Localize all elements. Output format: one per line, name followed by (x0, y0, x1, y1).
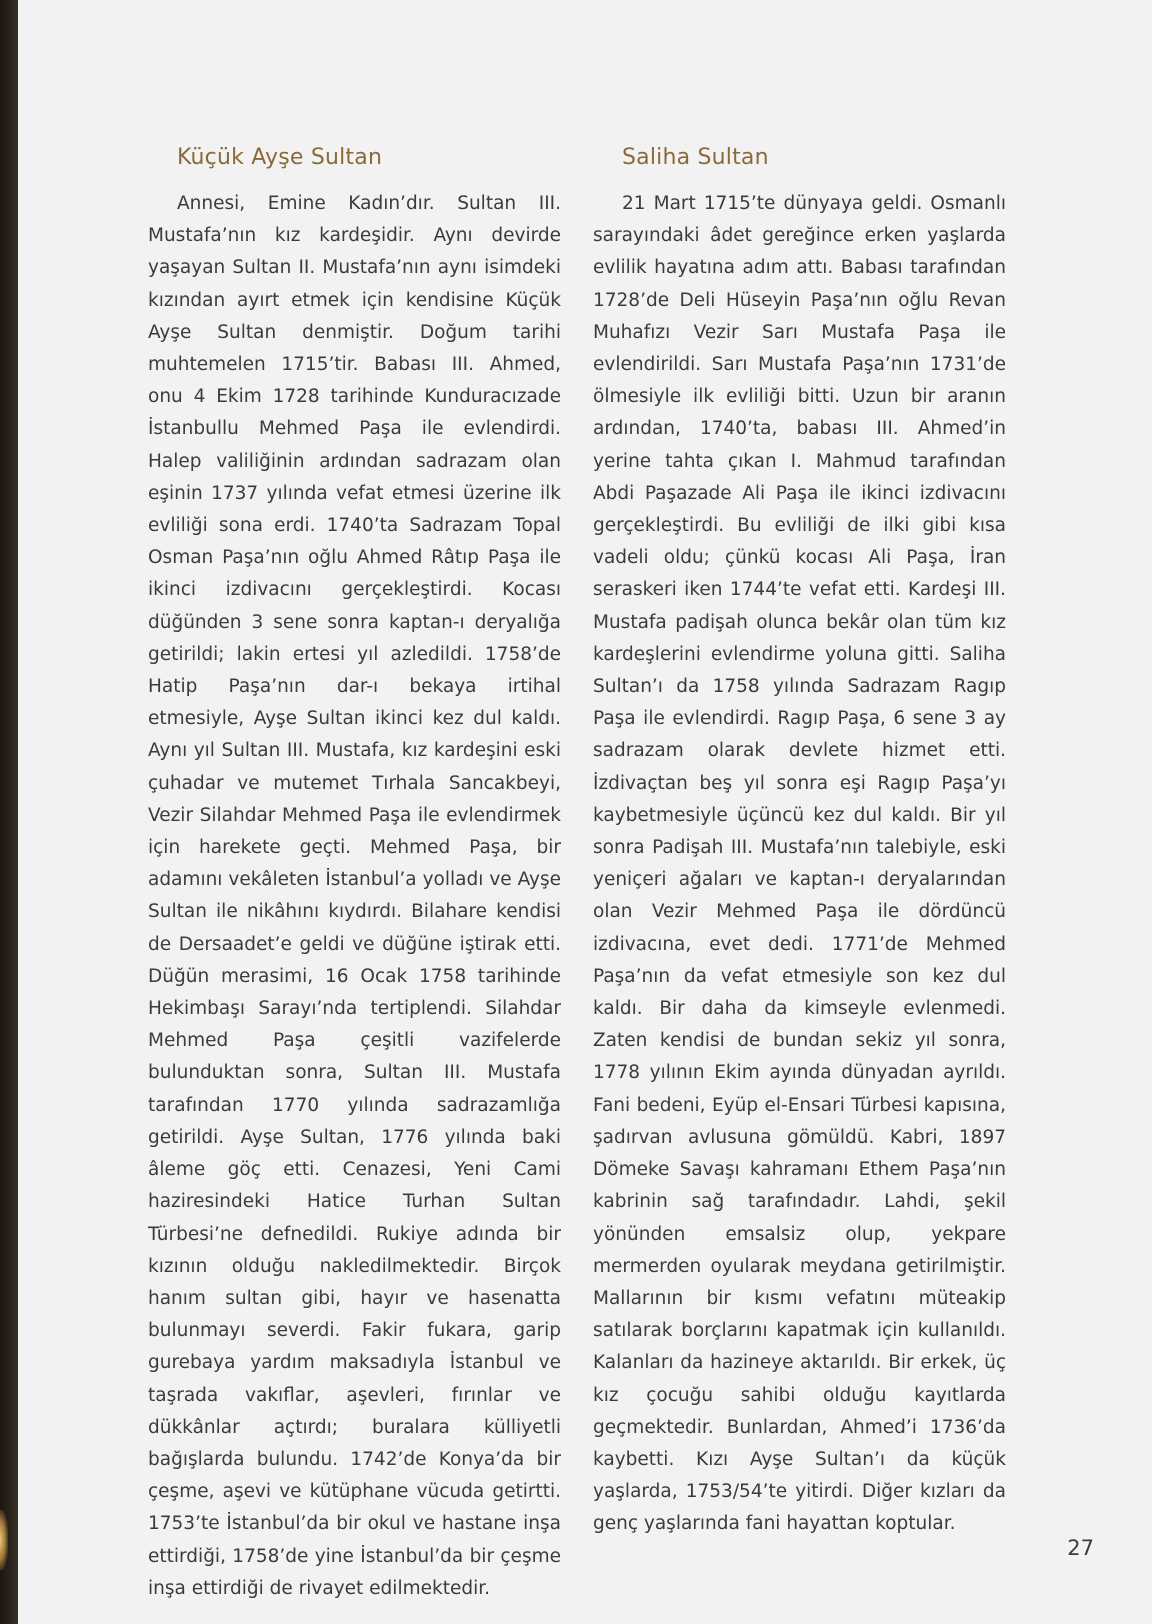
book-page (18, 0, 1152, 1624)
spine-highlight (0, 1510, 8, 1570)
left-column-text: Annesi, Emine Kadın’dır. Sultan III. Mustafa’nın kız kardeşidir. Aynı devirde yaşayan Sultan II. Mustafa’nın aynı isimdeki kızından ayırt etmek için kendisine Küçük Ayşe Sultan denmiştir. Doğum tarihi muhtemelen 1715’tir. Babası III. Ahmed, onu 4 Ekim 1728 tarihinde Kunduracızade İstanbullu Mehmed Paşa ile evlendirdi. Halep valiliğinin ardından sadrazam olan eşinin 1737 yılında vefat etmesi üzerine ilk evliliği sona erdi. 1740’ta Sadrazam Topal Osman Paşa’nın oğlu Ahmed Râtıp Paşa ile ikinci izdivacını gerçekleştirdi. Kocası düğünden 3 sene sonra kaptan-ı deryalığa getirildi; lakin ertesi yıl azledildi. 1758’de Hatip Paşa’nın dar-ı bekaya irtihal etmesiyle, Ayşe Sultan ikinci kez dul kaldı. Aynı yıl Sultan III. Mustafa, kız kardeşini eski çuhadar ve mutemet Tırhala Sancakbeyi, Vezir Silahdar Mehmed Paşa ile evlendirmek için harekete geçti. Mehmed Paşa, bir adamını vekâleten İstanbul’a yolladı ve Ayşe Sultan ile nikâhını kıydırdı. Bilahare kendisi de Dersaadet’e geldi ve düğüne iştirak etti. Düğün merasimi, 16 Ocak 1758 tarihinde Hekimbaşı Sarayı’nda tertiplendi. Silahdar Mehmed Paşa çeşitli vazifelerde bulunduktan sonra, Sultan III. Mustafa tarafından 1770 yılında sadrazamlığa getirildi. Ayşe Sultan, 1776 yılında baki âleme göç etti. Cenazesi, Yeni Cami haziresindeki Hatice Turhan Sultan Türbesi’ne defnedildi. Rukiye adında bir kızının olduğu nakledilmektedir. Birçok hanım sultan gibi, hayır ve hasenatta bulunmayı severdi. Fakir fukara, garip gurebaya yardım maksadıyla İstanbul ve taşrada vakıflar, aşevleri, fırınlar ve dükkânlar açtırdı; buralara külliyetli bağışlarda bulundu. 1742’de Konya’da bir çeşme, aşevi ve kütüphane vücuda getirtti. 1753’te İstanbul’da bir okul ve hastane inşa ettirdiği, 1758’de yine İstanbul’da bir çeşme inşa ettirdiği de rivayet edilmektedir. (148, 193, 561, 1599)
right-column-heading: Saliha Sultan (622, 145, 769, 170)
book-spine (0, 0, 18, 1624)
right-column (593, 138, 1006, 1541)
right-column-text: 21 Mart 1715’te dünyaya geldi. Osmanlı sarayındaki âdet gereğince erken yaşlarda evlilik hayatına adım attı. Babası tarafından 1728’de Deli Hüseyin Paşa’nın oğlu Revan Muhafızı Vezir Sarı Mustafa Paşa ile evlendirildi. Sarı Mustafa Paşa’nın 1731’de ölmesiyle ilk evliliği bitti. Uzun bir aranın ardından, 1740’ta, babası III. Ahmed’in yerine tahta çıkan I. Mahmud tarafından Abdi Paşazade Ali Paşa ile ikinci izdivacını gerçekleştirdi. Bu evliliği de ilki gibi kısa vadeli oldu; çünkü kocası Ali Paşa, İran seraskeri iken 1744’te vefat etti. Kardeşi III. Mustafa padişah olunca bekâr olan tüm kız kardeşlerini evlendirme yoluna gitti. Saliha Sultan’ı da 1758 yılında Sadrazam Ragıp Paşa ile evlendirdi. Ragıp Paşa, 6 sene 3 ay sadrazam olarak devlete hizmet etti. İzdivaçtan beş yıl sonra eşi Ragıp Paşa’yı kaybetmesiyle üçüncü kez dul kaldı. Bir yıl sonra Padişah III. Mustafa’nın talebiyle, eski yeniçeri ağaları ve kaptan-ı deryalarından olan Vezir Mehmed Paşa ile dördüncü izdivacına, evet dedi. 1771’de Mehmed Paşa’nın da vefat etmesiyle son kez dul kaldı. Bir daha da kimseyle evlenmedi. Zaten kendisi de bundan sekiz yıl sonra, 1778 yılının Ekim ayında dünyadan ayrıldı. Fani bedeni, Eyüp el-Ensari Türbesi kapısına, şadırvan avlusuna gömüldü. Kabri, 1897 Dömeke Savaşı kahramanı Ethem Paşa’nın kabrinin sağ tarafındadır. Lahdi, şekil yönünden emsalsiz olup, yekpare mermerden oyularak meydana getirilmiştir. Mallarının bir kısmı vefatını müteakip satılarak borçlarını kapatmak için kullanıldı. Kalanları da hazineye aktarıldı. Bir erkek, üç kız çocuğu sahibi olduğu kayıtlarda geçmektedir. Bunlardan, Ahmed’i 1736’da kaybetti. Kızı Ayşe Sultan’ı da küçük yaşlarda, 1753/54’te yitirdi. Diğer kızları da genç yaşlarında fani hayattan koptular. (593, 193, 1006, 1535)
left-column (148, 138, 561, 1605)
left-column-heading: Küçük Ayşe Sultan (177, 145, 383, 170)
page-number: 27 (1067, 1536, 1094, 1560)
